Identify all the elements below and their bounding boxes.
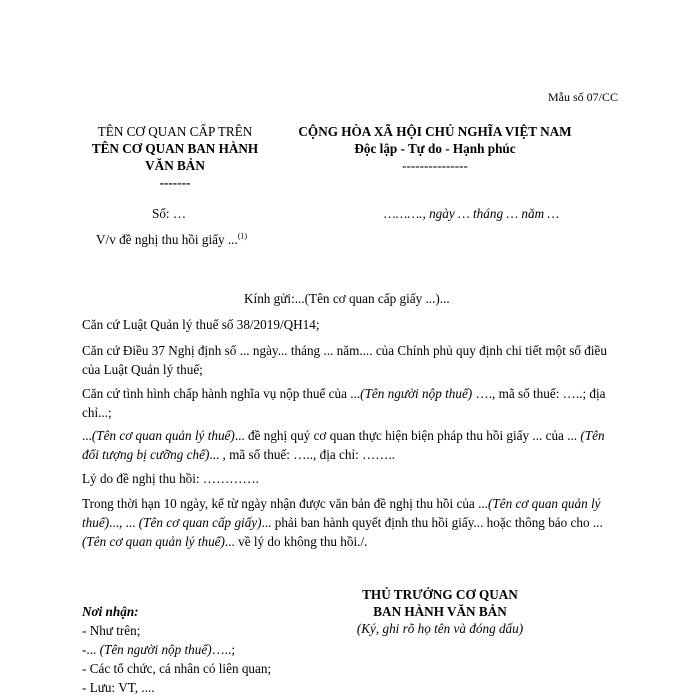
national-motto: Độc lập - Tự do - Hạnh phúc — [354, 141, 516, 156]
recipient-line-3: - Các tổ chức, cá nhân có liên quan; — [82, 661, 272, 676]
document-number: Số: … — [152, 206, 187, 221]
issuing-agency-block — [60, 123, 290, 191]
subject-footnote-marker: (1) — [237, 231, 248, 241]
deadline-c: ..., ... — [109, 515, 139, 530]
request-tax-authority: (Tên cơ quan quản lý thuế) — [91, 428, 235, 443]
issuing-agency-name: TÊN CƠ QUAN BAN HÀNH — [91, 141, 259, 156]
signer-title: THỦ TRƯỞNG CƠ QUAN — [362, 587, 518, 602]
deadline-paragraph — [82, 494, 622, 551]
request-e: ... , mã số thuế: ….., địa chỉ: …….. — [209, 447, 396, 462]
revocation-reason: Lý do đề nghị thu hồi: …………. — [82, 471, 259, 486]
legal-basis-3-a: Căn cứ tình hình chấp hành nghĩa vụ nộp thuế của ... — [82, 386, 361, 401]
form-code: Mẫu số 07/CC — [548, 90, 619, 104]
recipient-line-2 — [82, 640, 271, 659]
deadline-g: ... về lý do không thu hồi./. — [224, 534, 368, 549]
request-enforced-subject: (Tên đối tượng bị cưỡng chế) — [82, 428, 605, 462]
document-subject — [96, 232, 247, 248]
addressee: Kính gửi:...(Tên cơ quan cấp giấy ...)... — [244, 291, 450, 306]
recipients-block — [82, 602, 271, 697]
national-title: CỘNG HÒA XÃ HỘI CHỦ NGHĨA VIỆT NAM — [298, 124, 572, 139]
signer-title-cont: BAN HÀNH VĂN BẢN — [373, 604, 507, 619]
recipient-line-4: - Lưu: VT, .... — [82, 680, 155, 695]
document-date: ………., ngày … tháng … năm … — [384, 206, 560, 221]
legal-basis-3-taxpayer: (Tên người nộp thuế) — [360, 386, 473, 401]
legal-basis-3 — [82, 384, 622, 422]
request-a: ... — [82, 428, 92, 443]
deadline-e: ... phải ban hành quyết định thu hồi giấy... hoặc thông báo cho ... — [261, 515, 603, 530]
recipients-title: Nơi nhận: — [82, 604, 139, 619]
signature-block — [330, 586, 550, 637]
recipient-line-2-taxpayer: (Tên người nộp thuế) — [99, 642, 212, 657]
recipient-line-2-c: …..; — [211, 642, 236, 657]
legal-basis-3-c: …., mã số thuế: …..; địa chỉ...; — [82, 386, 606, 420]
subject-text: V/v đề nghị thu hồi giấy ... — [96, 232, 238, 247]
deadline-a: Trong thời hạn 10 ngày, kể từ ngày nhận được văn bản đề nghị thu hồi của ... — [82, 496, 488, 511]
right-header-divider: --------------- — [402, 158, 468, 173]
deadline-permit-agency: (Tên cơ quan cấp giấy) — [138, 515, 262, 530]
issuing-agency-name-cont: VĂN BẢN — [145, 158, 205, 173]
deadline-tax-authority: (Tên cơ quan quản lý thuế) — [82, 496, 601, 530]
recipient-line-2-a: -... — [82, 642, 100, 657]
deadline-tax-authority-2: (Tên cơ quan quản lý thuế) — [82, 534, 225, 549]
left-header-divider: ------- — [159, 175, 191, 190]
recipient-line-1: - Như trên; — [82, 623, 141, 638]
national-header-block — [260, 123, 610, 174]
legal-basis-1: Căn cứ Luật Quản lý thuế số 38/2019/QH14; — [82, 317, 320, 332]
request-paragraph — [82, 426, 622, 464]
signature-instruction: (Ký, ghi rõ họ tên và đóng dấu) — [356, 621, 524, 636]
request-c: ... đề nghị quý cơ quan thực hiện biện pháp thu hồi giấy ... của ... — [234, 428, 581, 443]
legal-basis-2: Căn cứ Điều 37 Nghị định số ... ngày... tháng ... năm.... của Chính phủ quy định chi tiết một số điều của Luật Quản lý thuế; — [82, 343, 607, 377]
superior-agency-name: TÊN CƠ QUAN CẤP TRÊN — [97, 124, 253, 139]
